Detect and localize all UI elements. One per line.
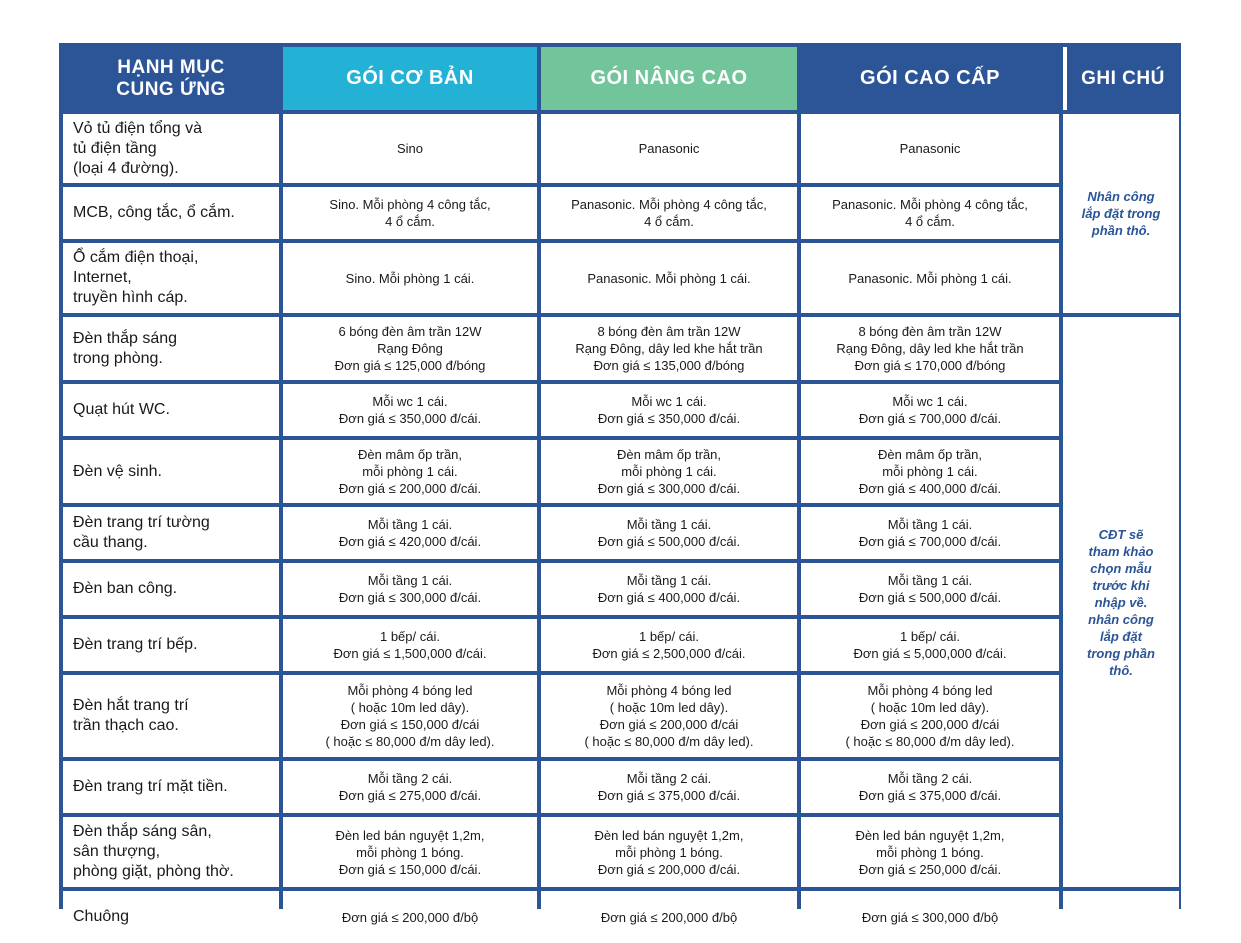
item-label: Đèn thắp sáng trong phòng. [63, 317, 279, 380]
premium-package-cell: Panasonic [801, 114, 1059, 183]
item-label: Đèn vệ sinh. [63, 440, 279, 503]
premium-package-cell: Panasonic. Mỗi phòng 4 công tắc, 4 ổ cắm. [801, 187, 1059, 239]
equipment-table [59, 43, 1181, 925]
advanced-package-cell: Mỗi tầng 1 cái. Đơn giá ≤ 400,000 đ/cái. [541, 563, 797, 615]
premium-package-cell: Mỗi wc 1 cái. Đơn giá ≤ 700,000 đ/cái. [801, 384, 1059, 436]
item-label: Đèn trang trí mặt tiền. [63, 761, 279, 813]
item-label: Đèn thắp sáng sân, sân thượng, phòng giặt, phòng thờ. [63, 817, 279, 887]
advanced-package-cell: Mỗi wc 1 cái. Đơn giá ≤ 350,000 đ/cái. [541, 384, 797, 436]
advanced-package-cell: Đèn led bán nguyệt 1,2m, mỗi phòng 1 bóng. Đơn giá ≤ 200,000 đ/cái. [541, 817, 797, 887]
header-advanced-package: GÓI NÂNG CAO [541, 47, 797, 110]
item-label: MCB, công tắc, ổ cắm. [63, 187, 279, 239]
advanced-package-cell: Panasonic [541, 114, 797, 183]
premium-package-cell: Đèn led bán nguyệt 1,2m, mỗi phòng 1 bóng. Đơn giá ≤ 250,000 đ/cái. [801, 817, 1059, 887]
basic-package-cell: Đơn giá ≤ 200,000 đ/bộ [283, 891, 537, 943]
item-label: Chuông [63, 891, 279, 943]
item-label: Quạt hút WC. [63, 384, 279, 436]
advanced-package-cell: Đơn giá ≤ 200,000 đ/bộ [541, 891, 797, 943]
header-note: GHI CHÚ [1063, 47, 1179, 110]
basic-package-cell: Sino [283, 114, 537, 183]
premium-package-cell: Mỗi phòng 4 bóng led ( hoặc 10m led dây). Đơn giá ≤ 200,000 đ/cái ( hoặc ≤ 80,000 đ/m dây led). [801, 675, 1059, 757]
basic-package-cell: Mỗi phòng 4 bóng led ( hoặc 10m led dây). Đơn giá ≤ 150,000 đ/cái ( hoặc ≤ 80,000 đ/m dây led). [283, 675, 537, 757]
premium-package-cell: Mỗi tầng 1 cái. Đơn giá ≤ 500,000 đ/cái. [801, 563, 1059, 615]
header-basic-package: GÓI CƠ BẢN [283, 47, 537, 110]
premium-package-cell: Đơn giá ≤ 300,000 đ/bộ [801, 891, 1059, 943]
advanced-package-cell: Panasonic. Mỗi phòng 1 cái. [541, 243, 797, 313]
basic-package-cell: Mỗi tầng 2 cái. Đơn giá ≤ 275,000 đ/cái. [283, 761, 537, 813]
item-label: Vỏ tủ điện tổng và tủ điện tầng (loại 4 đường). [63, 114, 279, 183]
note-cell-group-1: Nhân công lắp đặt trong phần thô. [1063, 114, 1179, 313]
basic-package-cell: Đèn mâm ốp trần, mỗi phòng 1 cái. Đơn giá ≤ 200,000 đ/cái. [283, 440, 537, 503]
note-cell-group-2: CĐT sẽ tham khảo chọn mẫu trước khi nhập về. nhân công lắp đặt trong phần thô. [1063, 317, 1179, 887]
basic-package-cell: Sino. Mỗi phòng 4 công tắc, 4 ổ cắm. [283, 187, 537, 239]
basic-package-cell: Mỗi tầng 1 cái. Đơn giá ≤ 420,000 đ/cái. [283, 507, 537, 559]
item-label: Đèn trang trí bếp. [63, 619, 279, 671]
basic-package-cell: Mỗi wc 1 cái. Đơn giá ≤ 350,000 đ/cái. [283, 384, 537, 436]
advanced-package-cell: Mỗi phòng 4 bóng led ( hoặc 10m led dây). Đơn giá ≤ 200,000 đ/cái ( hoặc ≤ 80,000 đ/m dây led). [541, 675, 797, 757]
basic-package-cell: Đèn led bán nguyệt 1,2m, mỗi phòng 1 bóng. Đơn giá ≤ 150,000 đ/cái. [283, 817, 537, 887]
premium-package-cell: Panasonic. Mỗi phòng 1 cái. [801, 243, 1059, 313]
premium-package-cell: Mỗi tầng 2 cái. Đơn giá ≤ 375,000 đ/cái. [801, 761, 1059, 813]
item-label: Ổ cắm điện thoại, Internet, truyền hình cáp. [63, 243, 279, 313]
premium-package-cell: Đèn mâm ốp trần, mỗi phòng 1 cái. Đơn giá ≤ 400,000 đ/cái. [801, 440, 1059, 503]
header-premium-package: GÓI CAO CẤP [801, 47, 1059, 110]
item-label: Đèn ban công. [63, 563, 279, 615]
advanced-package-cell: Panasonic. Mỗi phòng 4 công tắc, 4 ổ cắm. [541, 187, 797, 239]
premium-package-cell: 8 bóng đèn âm trần 12W Rạng Đông, dây led khe hắt trần Đơn giá ≤ 170,000 đ/bóng [801, 317, 1059, 380]
basic-package-cell: Mỗi tầng 1 cái. Đơn giá ≤ 300,000 đ/cái. [283, 563, 537, 615]
advanced-package-cell: 8 bóng đèn âm trần 12W Rạng Đông, dây led khe hắt trần Đơn giá ≤ 135,000 đ/bóng [541, 317, 797, 380]
item-label: Đèn trang trí tường cầu thang. [63, 507, 279, 559]
header-item: HẠNH MỤC CUNG ỨNG [63, 47, 279, 110]
basic-package-cell: Sino. Mỗi phòng 1 cái. [283, 243, 537, 313]
item-label: Đèn hắt trang trí trần thạch cao. [63, 675, 279, 757]
premium-package-cell: 1 bếp/ cái. Đơn giá ≤ 5,000,000 đ/cái. [801, 619, 1059, 671]
note-cell-group-3 [1063, 891, 1179, 943]
premium-package-cell: Mỗi tầng 1 cái. Đơn giá ≤ 700,000 đ/cái. [801, 507, 1059, 559]
advanced-package-cell: Mỗi tầng 1 cái. Đơn giá ≤ 500,000 đ/cái. [541, 507, 797, 559]
basic-package-cell: 6 bóng đèn âm trần 12W Rạng Đông Đơn giá ≤ 125,000 đ/bóng [283, 317, 537, 380]
advanced-package-cell: Đèn mâm ốp trần, mỗi phòng 1 cái. Đơn giá ≤ 300,000 đ/cái. [541, 440, 797, 503]
advanced-package-cell: 1 bếp/ cái. Đơn giá ≤ 2,500,000 đ/cái. [541, 619, 797, 671]
advanced-package-cell: Mỗi tầng 2 cái. Đơn giá ≤ 375,000 đ/cái. [541, 761, 797, 813]
basic-package-cell: 1 bếp/ cái. Đơn giá ≤ 1,500,000 đ/cái. [283, 619, 537, 671]
